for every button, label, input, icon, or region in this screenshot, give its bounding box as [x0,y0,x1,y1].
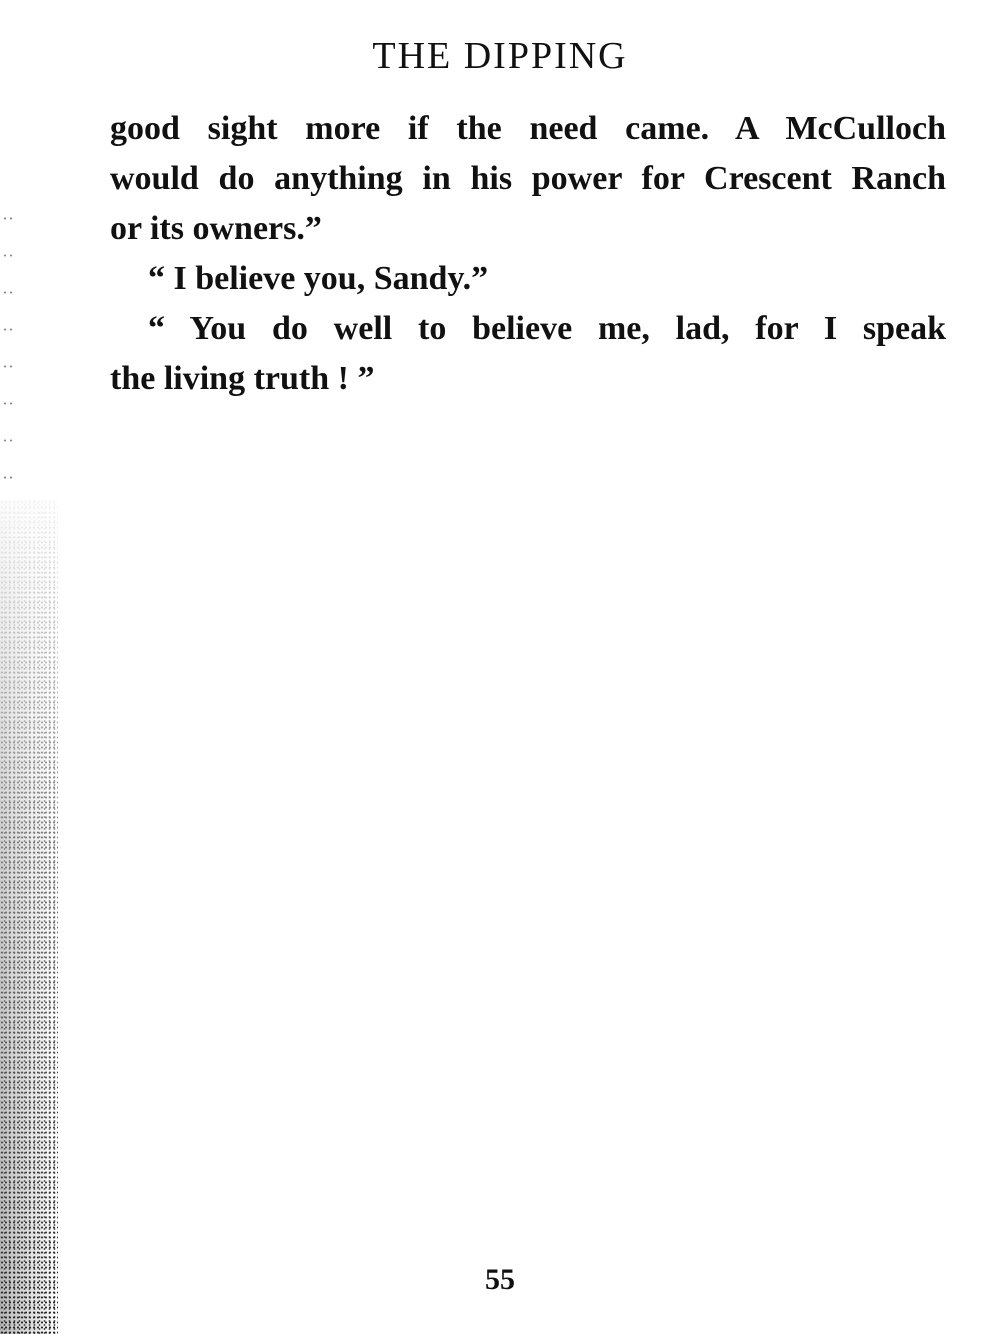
running-head: THE DIPPING [372,35,628,77]
text-line-4: “ I believe you, Sandy.” [148,260,489,297]
text-line-1: good sight more if the need came. A McCulloch [110,110,946,147]
page-number: 55 [485,1263,515,1296]
text-line-5: “ You do well to believe me, lad, for I speak [148,310,946,347]
text-line-2: would do anything in his power for Crescent Ranch [110,160,946,197]
text-line-6: the living truth ! ” [110,360,375,397]
text-line-3: or its owners.” [110,210,322,247]
body-text [110,104,946,404]
scan-edge-marks [2,200,12,500]
scan-edge-shading [0,500,58,1334]
